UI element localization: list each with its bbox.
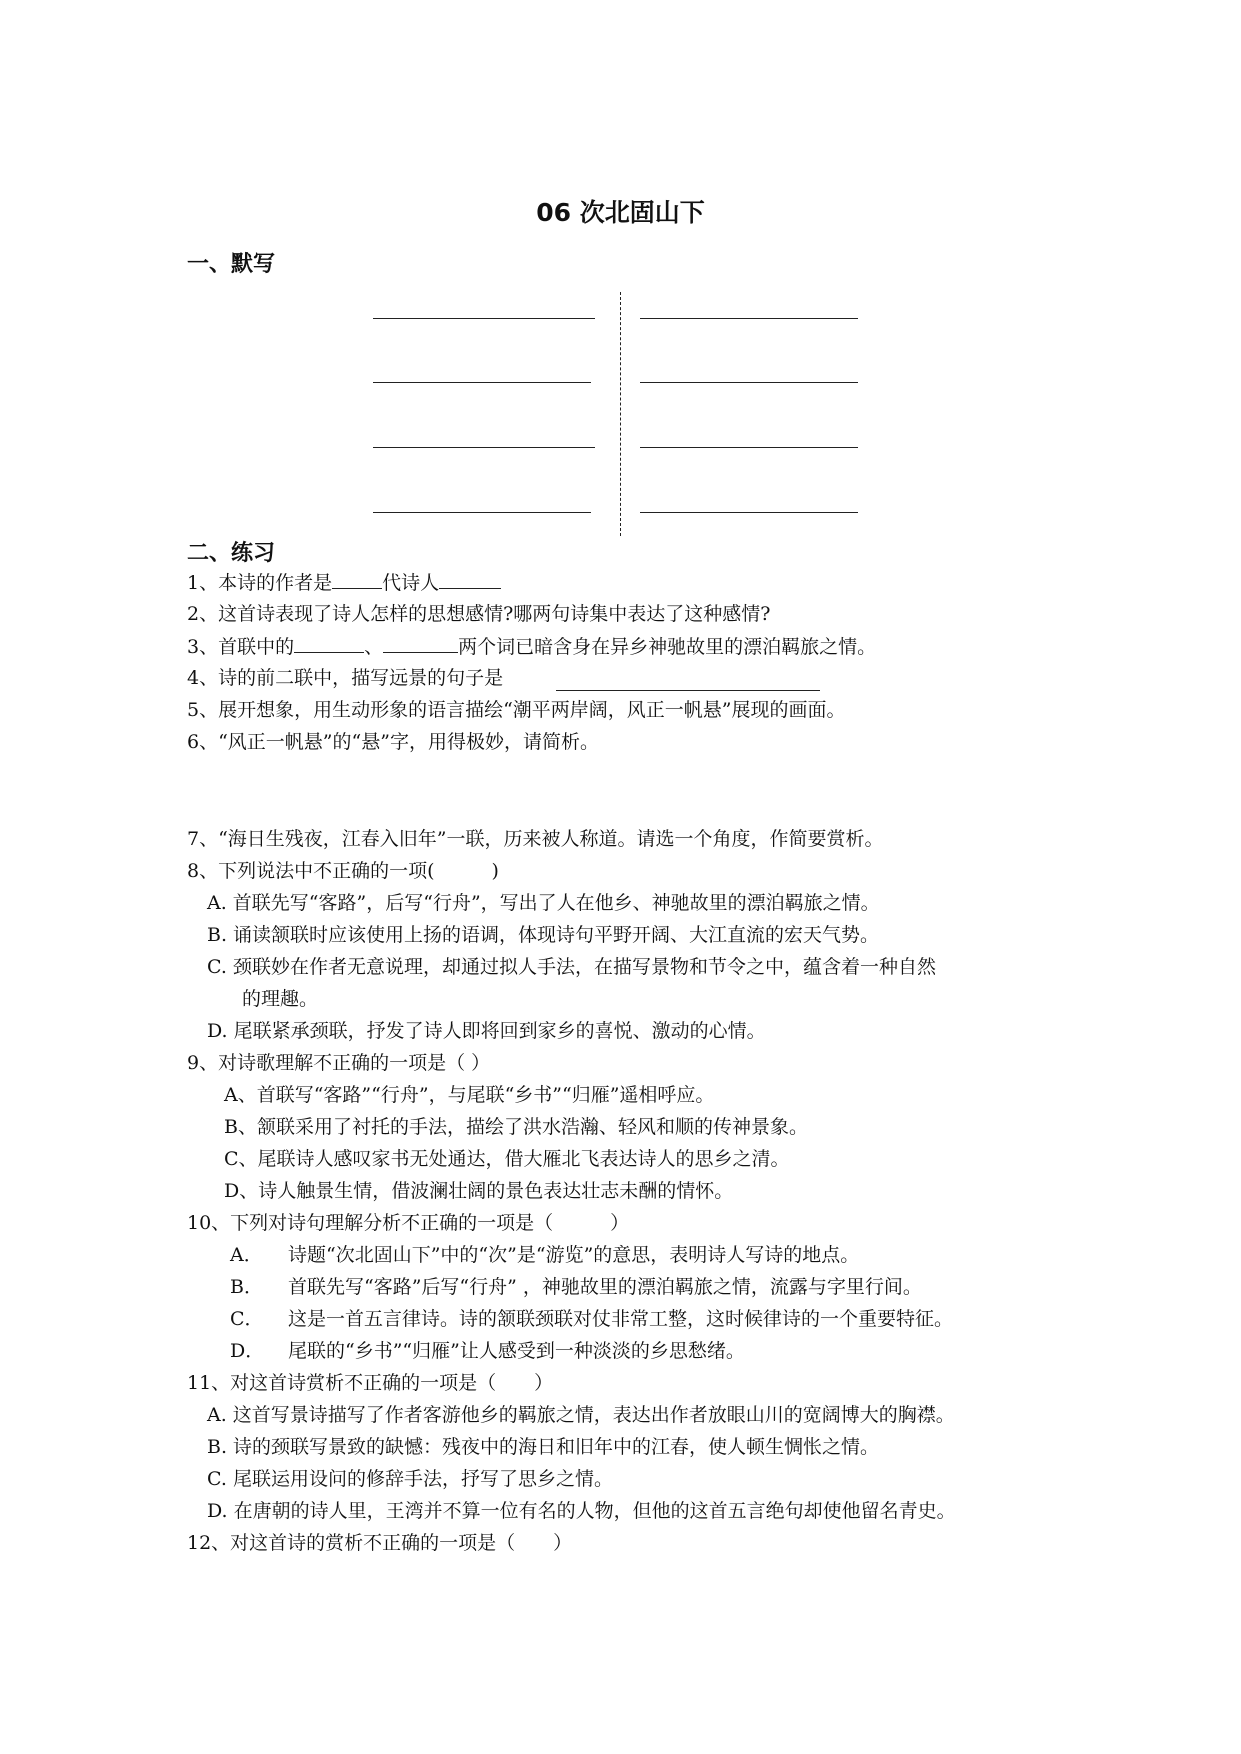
- option-text: 尾联的“乡书”“归雁”让人感受到一种淡淡的乡思愁绪。: [288, 1340, 745, 1362]
- question-10-option-b: [230, 1275, 922, 1299]
- question-4-text: 4、诗的前二联中，描写远景的句子是: [187, 667, 504, 689]
- question-1-text-b: 代诗人: [382, 572, 440, 594]
- section-heading-dictation: 一、默写: [187, 252, 276, 277]
- answer-blank[interactable]: [294, 634, 364, 653]
- question-10-stem: 10、下列对诗句理解分析不正确的一项是（ ）: [187, 1212, 630, 1234]
- question-3-text-a: 3、首联中的: [187, 636, 295, 658]
- dictation-blank[interactable]: [373, 318, 595, 319]
- question-1: [187, 570, 501, 595]
- dictation-blank[interactable]: [640, 447, 858, 448]
- question-8-option-c: C. 颈联妙在作者无意说理，却通过拟人手法，在描写景物和节令之中，蕴含着一种自然: [207, 956, 936, 978]
- option-text: 首联先写“客路”后写“行舟” ，神驰故里的漂泊羁旅之情，流露与字里行间。: [288, 1276, 922, 1298]
- question-8-option-c-cont: 的理趣。: [242, 988, 319, 1010]
- page-title: 06 次北固山下: [536, 198, 705, 227]
- question-8-option-d: D. 尾联紧承颈联，抒发了诗人即将回到家乡的喜悦、激动的心情。: [207, 1020, 766, 1042]
- option-label: A．: [230, 1244, 263, 1266]
- option-text: 这是一首五言律诗。诗的颔联颈联对仗非常工整，这时候律诗的一个重要特征。: [288, 1308, 954, 1330]
- question-10-option-c: [230, 1307, 953, 1331]
- dictation-blank[interactable]: [640, 318, 858, 319]
- option-text: 诗题“次北固山下”中的“次”是“游览”的意思，表明诗人写诗的地点。: [288, 1244, 860, 1266]
- question-9-option-a: A、首联写“客路”“行舟”，与尾联“乡书”“归雁”遥相呼应。: [224, 1084, 715, 1106]
- dictation-blank[interactable]: [640, 512, 858, 513]
- question-11-option-d: D. 在唐朝的诗人里，王湾并不算一位有名的人物，但他的这首五言绝句却使他留名青史。: [207, 1500, 956, 1522]
- question-9-option-b: B、颔联采用了衬托的手法，描绘了洪水浩瀚、轻风和顺的传神景象。: [224, 1116, 808, 1138]
- question-2: 2、这首诗表现了诗人怎样的思想感情?哪两句诗集中表达了这种感情?: [187, 603, 771, 625]
- question-11-stem: 11、对这首诗赏析不正确的一项是（ ）: [187, 1372, 554, 1394]
- section-heading-exercise: 二、练习: [187, 541, 276, 566]
- option-label: C．: [230, 1308, 264, 1330]
- question-9-stem: 9、对诗歌理解不正确的一项是（ ）: [187, 1052, 491, 1074]
- question-9-option-d: D、诗人触景生情，借波澜壮阔的景色表达壮志未酬的情怀。: [224, 1180, 734, 1202]
- question-11-option-c: C. 尾联运用设问的修辞手法，抒写了思乡之情。: [207, 1468, 613, 1490]
- question-10-option-a: [230, 1243, 859, 1267]
- question-3-text-c: 两个词已暗含身在异乡神驰故里的漂泊羁旅之情。: [458, 636, 877, 658]
- question-8-option-a: A. 首联先写“客路”，后写“行舟”，写出了人在他乡、神驰故里的漂泊羁旅之情。: [207, 892, 880, 914]
- question-11-option-b: B. 诗的颈联写景致的缺憾：残夜中的海日和旧年中的江春，使人顿生惆怅之情。: [207, 1436, 880, 1458]
- question-1-text-a: 1、本诗的作者是: [187, 572, 333, 594]
- dictation-blank[interactable]: [373, 447, 595, 448]
- dictation-blank[interactable]: [640, 382, 858, 383]
- answer-blank[interactable]: [556, 690, 820, 691]
- option-label: B．: [230, 1276, 263, 1298]
- question-3-text-b: 、: [364, 636, 384, 658]
- question-11-option-a: A. 这首写景诗描写了作者客游他乡的羁旅之情，表达出作者放眼山川的宽阔博大的胸襟。: [207, 1404, 955, 1426]
- question-4: [187, 666, 503, 690]
- option-label: D．: [230, 1340, 265, 1362]
- dictation-blank[interactable]: [373, 512, 591, 513]
- question-8-stem: 8、下列说法中不正确的一项( ): [187, 860, 499, 882]
- dictation-blank[interactable]: [373, 382, 591, 383]
- question-6: 6、“风正一帆悬”的“悬”字，用得极妙，请简析。: [187, 731, 599, 753]
- question-7: 7、“海日生残夜，江春入旧年”一联，历来被人称道。请选一个角度，作简要赏析。: [187, 828, 884, 850]
- question-8-option-b: B. 诵读颔联时应该使用上扬的语调，体现诗句平野开阔、大江直流的宏天气势。: [207, 924, 880, 946]
- question-3: [187, 634, 876, 659]
- answer-blank[interactable]: [383, 634, 458, 653]
- question-12-stem: 12、对这首诗的赏析不正确的一项是（ ）: [187, 1532, 573, 1554]
- dictation-divider: [620, 292, 621, 536]
- question-5: 5、展开想象，用生动形象的语言描绘“潮平两岸阔，风正一帆悬”展现的画面。: [187, 699, 846, 721]
- answer-blank[interactable]: [439, 570, 501, 589]
- answer-blank[interactable]: [332, 570, 382, 589]
- question-9-option-c: C、尾联诗人感叹家书无处通达，借大雁北飞表达诗人的思乡之清。: [224, 1148, 790, 1170]
- question-10-option-d: [230, 1339, 745, 1363]
